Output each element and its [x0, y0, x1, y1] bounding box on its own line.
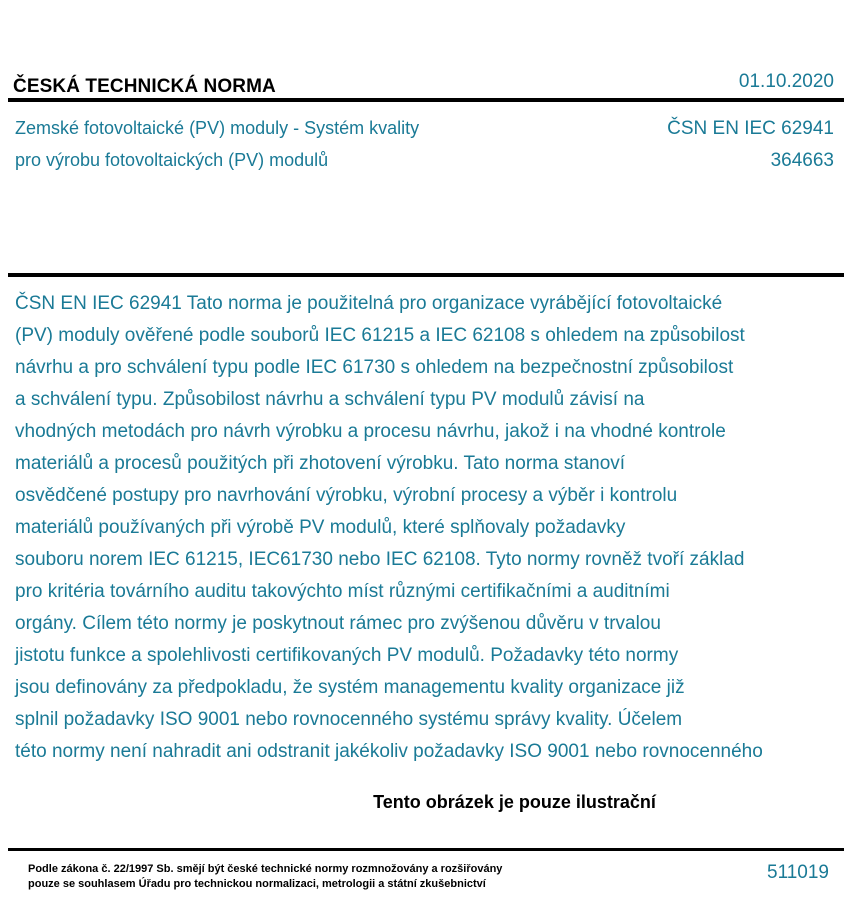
abstract-line: materiálů používaných při výrobě PV modulů, které splňovaly požadavky	[15, 517, 626, 538]
abstract-line: (PV) moduly ověřené podle souborů IEC 61215 a IEC 62108 s ohledem na způsobilost	[15, 325, 745, 346]
abstract-line: této normy není nahradit ani odstranit jakékoliv požadavky ISO 9001 nebo rovnocenného	[15, 741, 763, 762]
publication-date: 01.10.2020	[738, 71, 834, 92]
abstract-line: návrhu a pro schválení typu podle IEC 61730 s ohledem na bezpečnostní způsobilost	[15, 357, 734, 378]
abstract-line: osvědčené postupy pro navrhování výrobku, výrobní procesy a výběr i kontrolu	[15, 485, 678, 506]
abstract-line: orgány. Cílem této normy je poskytnout rámec pro zvýšenou důvěru v trvalou	[15, 613, 661, 634]
abstract-text	[15, 288, 865, 768]
copyright-line-1: Podle zákona č. 22/1997 Sb. smějí být české technické normy rozmnožovány a rozšiřovány	[28, 863, 503, 875]
standard-title-line-1: Zemské fotovoltaické (PV) moduly - Systém kvality	[15, 118, 420, 138]
standard-designation: ČSN EN IEC 62941	[667, 118, 834, 139]
standard-title-line-2: pro výrobu fotovoltaických (PV) modulů	[15, 150, 329, 170]
abstract-line: jsou definovány za předpokladu, že systém managementu kvality organizace již	[15, 677, 685, 698]
copyright-notice	[28, 862, 502, 892]
price-code: 511019	[767, 862, 829, 883]
header-divider	[8, 98, 844, 102]
abstract-line: a schválení typu. Způsobilost návrhu a schválení typu PV modulů závisí na	[15, 389, 645, 410]
abstract-line: pro kritéria továrního auditu takovýchto míst různými certifikačními a auditními	[15, 581, 670, 602]
abstract-line: ČSN EN IEC 62941 Tato norma je použitelná pro organizace vyrábějící fotovoltaické	[15, 293, 723, 314]
footer-divider	[8, 848, 844, 851]
abstract-line: jistotu funkce a spolehlivosti certifikovaných PV modulů. Požadavky této normy	[15, 645, 679, 666]
abstract-line: vhodných metodách pro návrh výrobku a procesu návrhu, jakož i na vhodné kontrole	[15, 421, 726, 442]
abstract-line: splnil požadavky ISO 9001 nebo rovnocenného systému správy kvality. Účelem	[15, 709, 683, 730]
document-header-title: ČESKÁ TECHNICKÁ NORMA	[13, 76, 276, 97]
illustration-disclaimer: Tento obrázek je pouze ilustrační	[373, 792, 656, 812]
abstract-line: materiálů a procesů použitých při zhotovení výrobku. Tato norma stanoví	[15, 453, 626, 474]
catalog-number: 364663	[770, 150, 834, 171]
copyright-line-2: pouze se souhlasem Úřadu pro technickou normalizaci, metrologii a státní zkušebnictví	[28, 878, 486, 890]
section-divider	[8, 273, 844, 277]
abstract-line: souboru norem IEC 61215, IEC61730 nebo IEC 62108. Tyto normy rovněž tvoří základ	[15, 549, 745, 570]
